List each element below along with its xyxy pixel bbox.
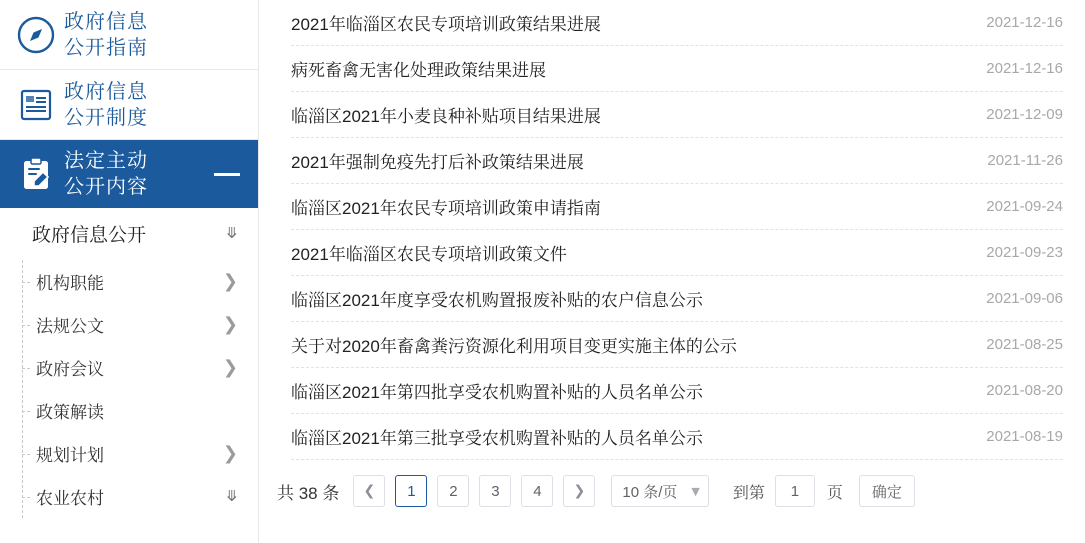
jump-page-input[interactable]: [775, 475, 815, 507]
sidebar-item-label: 农业农村: [36, 489, 104, 508]
sidebar: [0, 0, 258, 543]
sidebar-item-nongyenongcun[interactable]: [30, 475, 258, 518]
list-item-title[interactable]: 临淄区2021年小麦良种补贴项目结果进展: [291, 107, 601, 126]
prev-page-button[interactable]: ❮: [353, 475, 385, 507]
list-item[interactable]: [291, 92, 1063, 138]
list-item-title[interactable]: 临淄区2021年度享受农机购置报废补贴的农户信息公示: [291, 291, 703, 310]
list-item-title[interactable]: 病死畜禽无害化处理政策结果进展: [291, 61, 546, 80]
sidebar-card-system-line2: 公开制度: [64, 106, 148, 129]
list-item-title[interactable]: 2021年临淄区农民专项培训政策结果进展: [291, 15, 601, 34]
chevron-right-icon[interactable]: ❯: [222, 313, 238, 335]
sidebar-item-label: 法规公文: [36, 317, 104, 336]
list-item[interactable]: [291, 0, 1063, 46]
list-item-date: 2021-08-19: [986, 428, 1063, 445]
list-item-date: 2021-12-09: [986, 106, 1063, 123]
list-item-title[interactable]: 临淄区2021年第三批享受农机购置补贴的人员名单公示: [291, 429, 703, 448]
list-item-title[interactable]: 2021年强制免疫先打后补政策结果进展: [291, 153, 584, 172]
list-item-title[interactable]: 关于对2020年畜禽粪污资源化利用项目变更实施主体的公示: [291, 337, 737, 356]
page-button-2[interactable]: 2: [437, 475, 469, 507]
list-item-date: 2021-09-06: [986, 290, 1063, 307]
list-item-date: 2021-09-24: [986, 198, 1063, 215]
list-item[interactable]: [291, 46, 1063, 92]
sidebar-nav-header[interactable]: [0, 208, 258, 260]
page-size-select[interactable]: [611, 475, 709, 507]
list-item[interactable]: [291, 276, 1063, 322]
list-item[interactable]: [291, 184, 1063, 230]
next-page-button[interactable]: ❯: [563, 475, 595, 507]
sidebar-item-zhengfuhuiyi[interactable]: [30, 346, 258, 389]
page-button-4[interactable]: 4: [521, 475, 553, 507]
pagination: [259, 460, 1085, 522]
sidebar-item-zhengcejiedu[interactable]: [30, 389, 258, 432]
document-list-icon: [8, 84, 64, 126]
list-item-title[interactable]: 临淄区2021年第四批享受农机购置补贴的人员名单公示: [291, 383, 703, 402]
sidebar-item-guihuajihua[interactable]: [30, 432, 258, 475]
sidebar-nav-header-label: 政府信息公开: [32, 225, 147, 246]
sidebar-card-legal-content-label: [64, 148, 148, 200]
collapse-minus-icon[interactable]: [214, 173, 240, 176]
sidebar-card-system[interactable]: [0, 70, 258, 140]
sidebar-card-legal-content-line1: 法定主动: [64, 150, 148, 172]
sidebar-item-label: 机构职能: [36, 274, 104, 293]
clipboard-pen-icon: [8, 153, 64, 195]
list-item-title[interactable]: 临淄区2021年农民专项培训政策申请指南: [291, 199, 601, 218]
chevron-right-icon[interactable]: ❯: [222, 356, 238, 378]
sidebar-card-guide-label: [64, 9, 148, 61]
sidebar-card-system-label: [64, 79, 148, 131]
sidebar-card-guide-line1: 政府信息: [64, 10, 148, 33]
sidebar-card-guide[interactable]: [0, 0, 258, 70]
main-content: [258, 0, 1085, 543]
total-count-label: 共 38 条: [277, 483, 340, 503]
jump-suffix-label: 页: [826, 484, 843, 502]
list-item[interactable]: [291, 230, 1063, 276]
sidebar-item-label: 政府会议: [36, 360, 104, 379]
sidebar-nav-list: [0, 260, 258, 518]
sidebar-item-label: 规划计划: [36, 446, 104, 465]
page-button-1[interactable]: 1: [395, 475, 427, 507]
list-item-date: 2021-08-25: [986, 336, 1063, 353]
sidebar-card-system-line1: 政府信息: [64, 80, 148, 103]
list-item-date: 2021-12-16: [986, 60, 1063, 77]
sidebar-card-legal-content-line2: 公开内容: [64, 176, 148, 198]
sidebar-item-label: 政策解读: [36, 403, 104, 422]
list-item-title[interactable]: 2021年临淄区农民专项培训政策文件: [291, 245, 567, 264]
sidebar-card-legal-content[interactable]: [0, 140, 258, 208]
chevron-down-icon[interactable]: ⤋: [225, 487, 238, 505]
chevron-down-icon: ▼: [691, 484, 700, 498]
sidebar-item-fagui-gongwen[interactable]: [30, 303, 258, 346]
list-item-date: 2021-09-23: [986, 244, 1063, 261]
chevron-right-icon[interactable]: ❯: [222, 270, 238, 292]
list-item[interactable]: [291, 138, 1063, 184]
chevron-down-icon[interactable]: ⤋: [225, 224, 238, 242]
sidebar-card-guide-line2: 公开指南: [64, 36, 148, 59]
page-button-3[interactable]: 3: [479, 475, 511, 507]
list-item[interactable]: [291, 368, 1063, 414]
confirm-button[interactable]: 确定: [859, 475, 915, 507]
page-size-label: 10 条/页: [622, 483, 678, 501]
list-item-date: 2021-12-16: [986, 14, 1063, 31]
jump-prefix-label: 到第: [732, 484, 765, 502]
compass-icon: [8, 14, 64, 56]
list-item[interactable]: [291, 322, 1063, 368]
list-item-date: 2021-11-26: [987, 152, 1063, 169]
article-list: [259, 0, 1085, 460]
list-item[interactable]: [291, 414, 1063, 460]
list-item-date: 2021-08-20: [986, 382, 1063, 399]
sidebar-item-jigouzhineng[interactable]: [30, 260, 258, 303]
chevron-right-icon[interactable]: ❯: [222, 442, 238, 464]
